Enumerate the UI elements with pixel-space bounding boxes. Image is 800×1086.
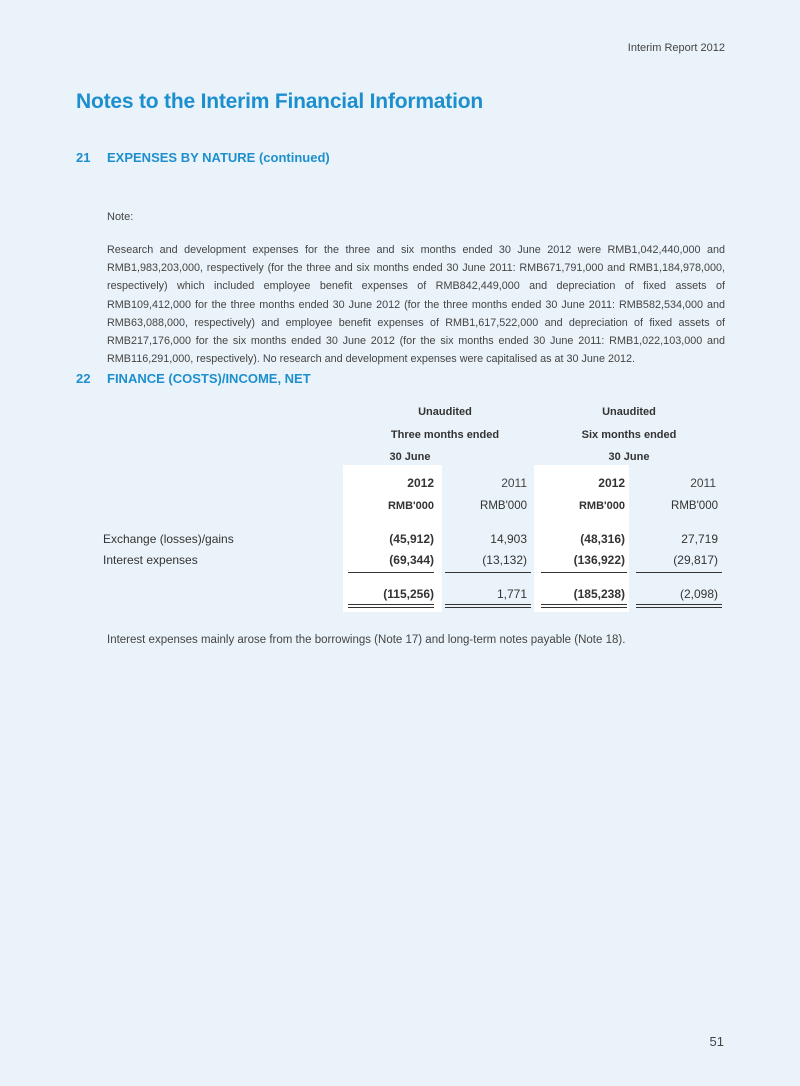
row-interest-c3: (136,922) [573, 553, 625, 567]
col2-unit: RMB'000 [480, 500, 527, 512]
row-interest-c1: (69,344) [389, 553, 434, 567]
row-exchange-c1: (45,912) [389, 532, 434, 546]
col4-unit: RMB'000 [671, 500, 718, 512]
subtotal-rule-c1 [348, 572, 434, 573]
page-number: 51 [709, 1034, 724, 1049]
group2-line1: Unaudited [602, 406, 656, 418]
row-total-c4: (2,098) [679, 587, 718, 601]
total-rule-c1-b [348, 607, 434, 608]
row-exchange-c3: (48,316) [580, 532, 625, 546]
total-rule-c2-b [445, 607, 531, 608]
group2-line2: Six months ended [581, 429, 677, 441]
row-interest-label: Interest expenses [103, 553, 198, 567]
section-22-number: 22 [76, 371, 91, 386]
total-rule-c3-b [541, 607, 627, 608]
group1-line2: Three months ended [390, 429, 500, 441]
note-paragraph: Research and development expenses for the three and six months ended 30 June 2012 were RMB1,042,440,000 and RMB1,983,203,000, respectively (for the three and six months ended 30 June 2011: RMB671,791,000 and RMB1,184,978,000, respectively) which included employee benefit expenses of RMB842,449,000 and depreciation of fixed assets of RMB109,412,000 for the three months ended 30 June 2012 (for the three months ended 30 June 2011: RMB582,534,000 and RMB63,088,000, respectively) and employee benefit expenses of RMB1,617,522,000 and depreciation of fixed assets of RMB217,176,000 for the six months ended 30 June 2012 (for the six months ended 30 June 2011: RMB1,022,103,000 and RMB116,291,000, respectively). No research and development expenses were capitalised as at 30 June 2012. [107, 244, 725, 366]
note-label: Note: [107, 211, 134, 223]
col3-year: 2012 [598, 476, 625, 490]
row-exchange-c2: 14,903 [490, 532, 527, 546]
group1-line1: Unaudited [418, 406, 472, 418]
total-rule-c4-b [636, 607, 722, 608]
subtotal-rule-c2 [445, 572, 531, 573]
col3-unit: RMB'000 [578, 500, 625, 512]
col1-unit: RMB'000 [387, 500, 434, 512]
total-rule-c3-a [541, 604, 627, 605]
row-interest-c2: (13,132) [482, 553, 527, 567]
subtotal-rule-c3 [541, 572, 627, 573]
finance-footnote: Interest expenses mainly arose from the borrowings (Note 17) and long-term notes payable (Note 18). [107, 634, 626, 646]
total-rule-c4-a [636, 604, 722, 605]
running-header: Interim Report 2012 [627, 42, 725, 54]
row-exchange-c4: 27,719 [681, 532, 718, 546]
row-total-c1: (115,256) [383, 587, 434, 601]
total-rule-c2-a [445, 604, 531, 605]
subtotal-rule-c4 [636, 572, 722, 573]
col1-year: 2012 [407, 476, 434, 490]
section-21-title: EXPENSES BY NATURE (continued) [107, 150, 330, 165]
page-title: Notes to the Interim Financial Information [76, 90, 483, 113]
group2-line3: 30 June [608, 451, 650, 463]
row-total-c3: (185,238) [573, 587, 625, 601]
section-22-title: FINANCE (COSTS)/INCOME, NET [107, 371, 311, 386]
row-interest-c4: (29,817) [673, 553, 718, 567]
group1-line3: 30 June [389, 451, 431, 463]
col4-year: 2011 [690, 476, 716, 490]
total-rule-c1-a [348, 604, 434, 605]
section-21-number: 21 [76, 150, 91, 165]
row-exchange-label: Exchange (losses)/gains [103, 532, 234, 546]
col2-year: 2011 [501, 476, 527, 490]
row-total-c2: 1,771 [496, 587, 527, 601]
